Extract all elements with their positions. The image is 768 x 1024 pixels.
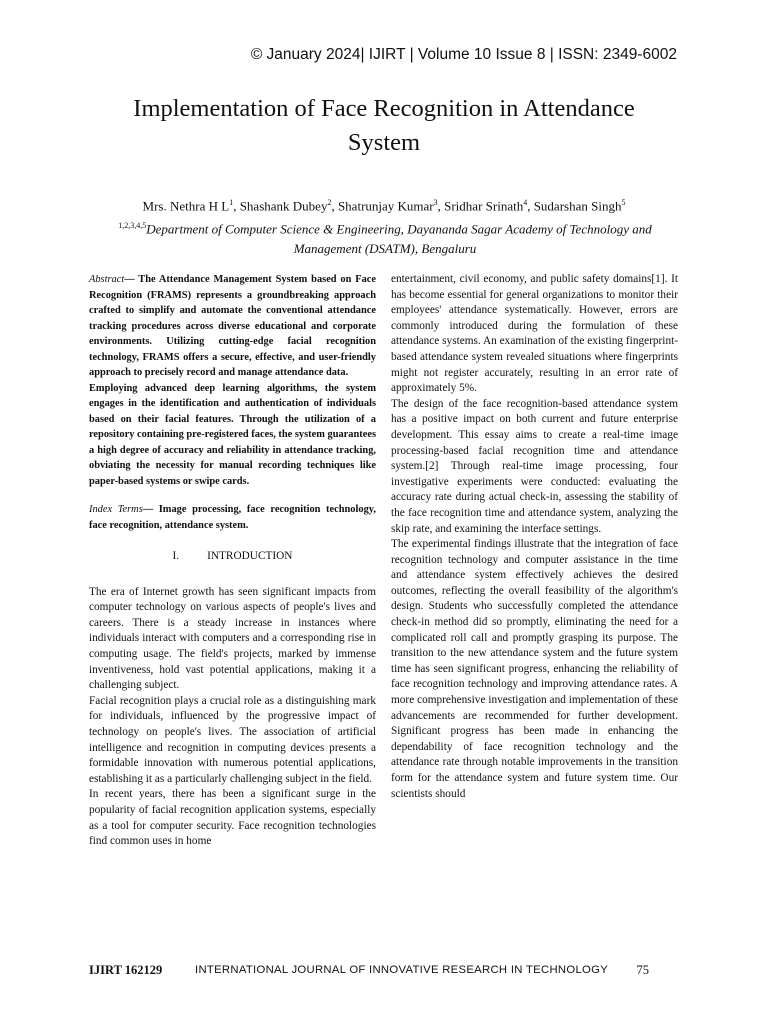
footer-journal-name: INTERNATIONAL JOURNAL OF INNOVATIVE RESEARCH IN TECHNOLOGY — [195, 964, 609, 976]
paper-title — [0, 92, 768, 160]
title-line-1: Implementation of Face Recognition in Attendance — [133, 95, 635, 122]
abstract-lead: Abstract — [89, 274, 125, 285]
author-2: , Shashank Dubey — [233, 198, 328, 214]
body-paragraph-1: The era of Internet growth has seen significant impacts from computer technology on various aspects of people's lives and careers. There is a steady increase in instances where individuals interact with computers and a corresponding rise in computing usage. The field's projects, marked by immense inventiveness, hold vast potential applications, making it a challenging subject. — [89, 585, 376, 692]
author-2-sup: 2 — [327, 198, 332, 207]
page-footer — [89, 963, 649, 979]
author-list — [0, 198, 768, 214]
body-paragraph-5: The design of the face recognition-based attendance system has a positive impact on both current and future enterprise development. This essay aims to create a real-time image processing-based facial recognition time and attendance system.[2] Through real-time image processing, four investigative experiments were conducted: evaluating the accuracy rate during actual check-in, assessing the stability of the face recognition time and attendance system, analyzing the skip rate, and examining the interface settings. — [391, 397, 678, 535]
footer-page-number: 75 — [636, 963, 649, 977]
author-1-sup: 1 — [229, 198, 234, 207]
left-column — [89, 272, 376, 850]
body-paragraph-6: The experimental findings illustrate that the integration of face recognition technology and computer assistance in the time and attendance system effectively achieves the desired outcomes, reflecting the overall feasibility of the algorithm's design. Students who successfully completed the attendance check-in method did so promptly, eliminating the need for a complicated roll call and promptly grasping its purpose. The transition to the new attendance system and the future system time has seen significant progress, enhancing the reliability of face recognition technology and improving attendance rates. A more comprehensive investigation and implementation of these advancements are recommended for further development. Significant progress has been made in enhancing the dependability of face recognition technology and the attendance rate through notable improvements in the transition form for the attendance system and future system time. Our scientists should — [391, 538, 678, 800]
author-4-sup: 4 — [523, 198, 528, 207]
affiliation-text: Department of Computer Science & Engineering, Dayananda Sagar Academy of Technology and Management (DSATM), Bengaluru — [146, 221, 652, 257]
author-5: , Sudarshan Singh — [527, 198, 622, 214]
author-4: , Sridhar Srinath — [437, 198, 524, 214]
body-paragraph-3: In recent years, there has been a significant surge in the popularity of facial recognition application systems, especially as a tool for computer security. Face recognition technologies find common uses in home — [89, 788, 376, 848]
affiliation — [90, 216, 680, 259]
body-paragraph-4: entertainment, civil economy, and public safety domains[1]. It has become essential for general organizations to monitor their employees' attendance systematically. However, errors are commonly introduced during the formulation of these attendance systems. An examination of the existing fingerprint-based attendance system revealed situations where fingerprints might not register accurately, resulting in an error rate of approximately 5%. — [391, 273, 678, 395]
abstract-paragraph-2: Employing advanced deep learning algorithms, the system engages in the identification and authentication of individuals based on their facial features. Through the utilization of a repository containing pre-registered faces, the system guarantees a high degree of accuracy and reliability in attendance tracking, obviating the necessity for manual recording techniques like paper-based systems or swipe cards. — [89, 382, 376, 487]
affiliation-sup: 1,2,3,4,5 — [118, 221, 147, 230]
section-heading — [89, 549, 376, 565]
index-terms-lead: Index Terms — [89, 504, 143, 515]
section-title: INTRODUCTION — [207, 550, 293, 562]
abstract-paragraph-1 — [89, 272, 376, 381]
title-line-2: System — [347, 129, 421, 156]
index-terms-text: — Image processing, face recognition technology, face recognition, attendance system. — [89, 504, 376, 531]
section-number: I. — [172, 550, 180, 562]
author-5-sup: 5 — [621, 198, 626, 207]
right-column — [391, 272, 678, 802]
running-header: © January 2024| IJIRT | Volume 10 Issue 8 | ISSN: 2349-6002 — [250, 46, 677, 63]
body-paragraph-2: Facial recognition plays a crucial role as a distinguishing mark for individuals, influenced by the progressive impact of technology on people's lives. The association of artificial intelligence and recognition in computing devices presents a formidable innovation with numerous potential applications, establishing it as a particularly challenging subject in the field. — [89, 694, 376, 785]
footer-paper-id: IJIRT 162129 — [89, 963, 163, 977]
author-3-sup: 3 — [433, 198, 438, 207]
author-3: , Shatrunjay Kumar — [331, 198, 434, 214]
author-1: Mrs. Nethra H L — [142, 198, 230, 214]
abstract-text-1: — The Attendance Management System based on Face Recognition (FRAMS) represents a groundbreaking approach crafted to simplify and automate the conventional attendance tracking procedures across diverse educational and corporate environments. Utilizing cutting-edge facial recognition technology, FRAMS offers a secure, effective, and user-friendly approach to precisely record and manage attendance data. — [89, 274, 376, 378]
index-terms — [89, 502, 376, 533]
